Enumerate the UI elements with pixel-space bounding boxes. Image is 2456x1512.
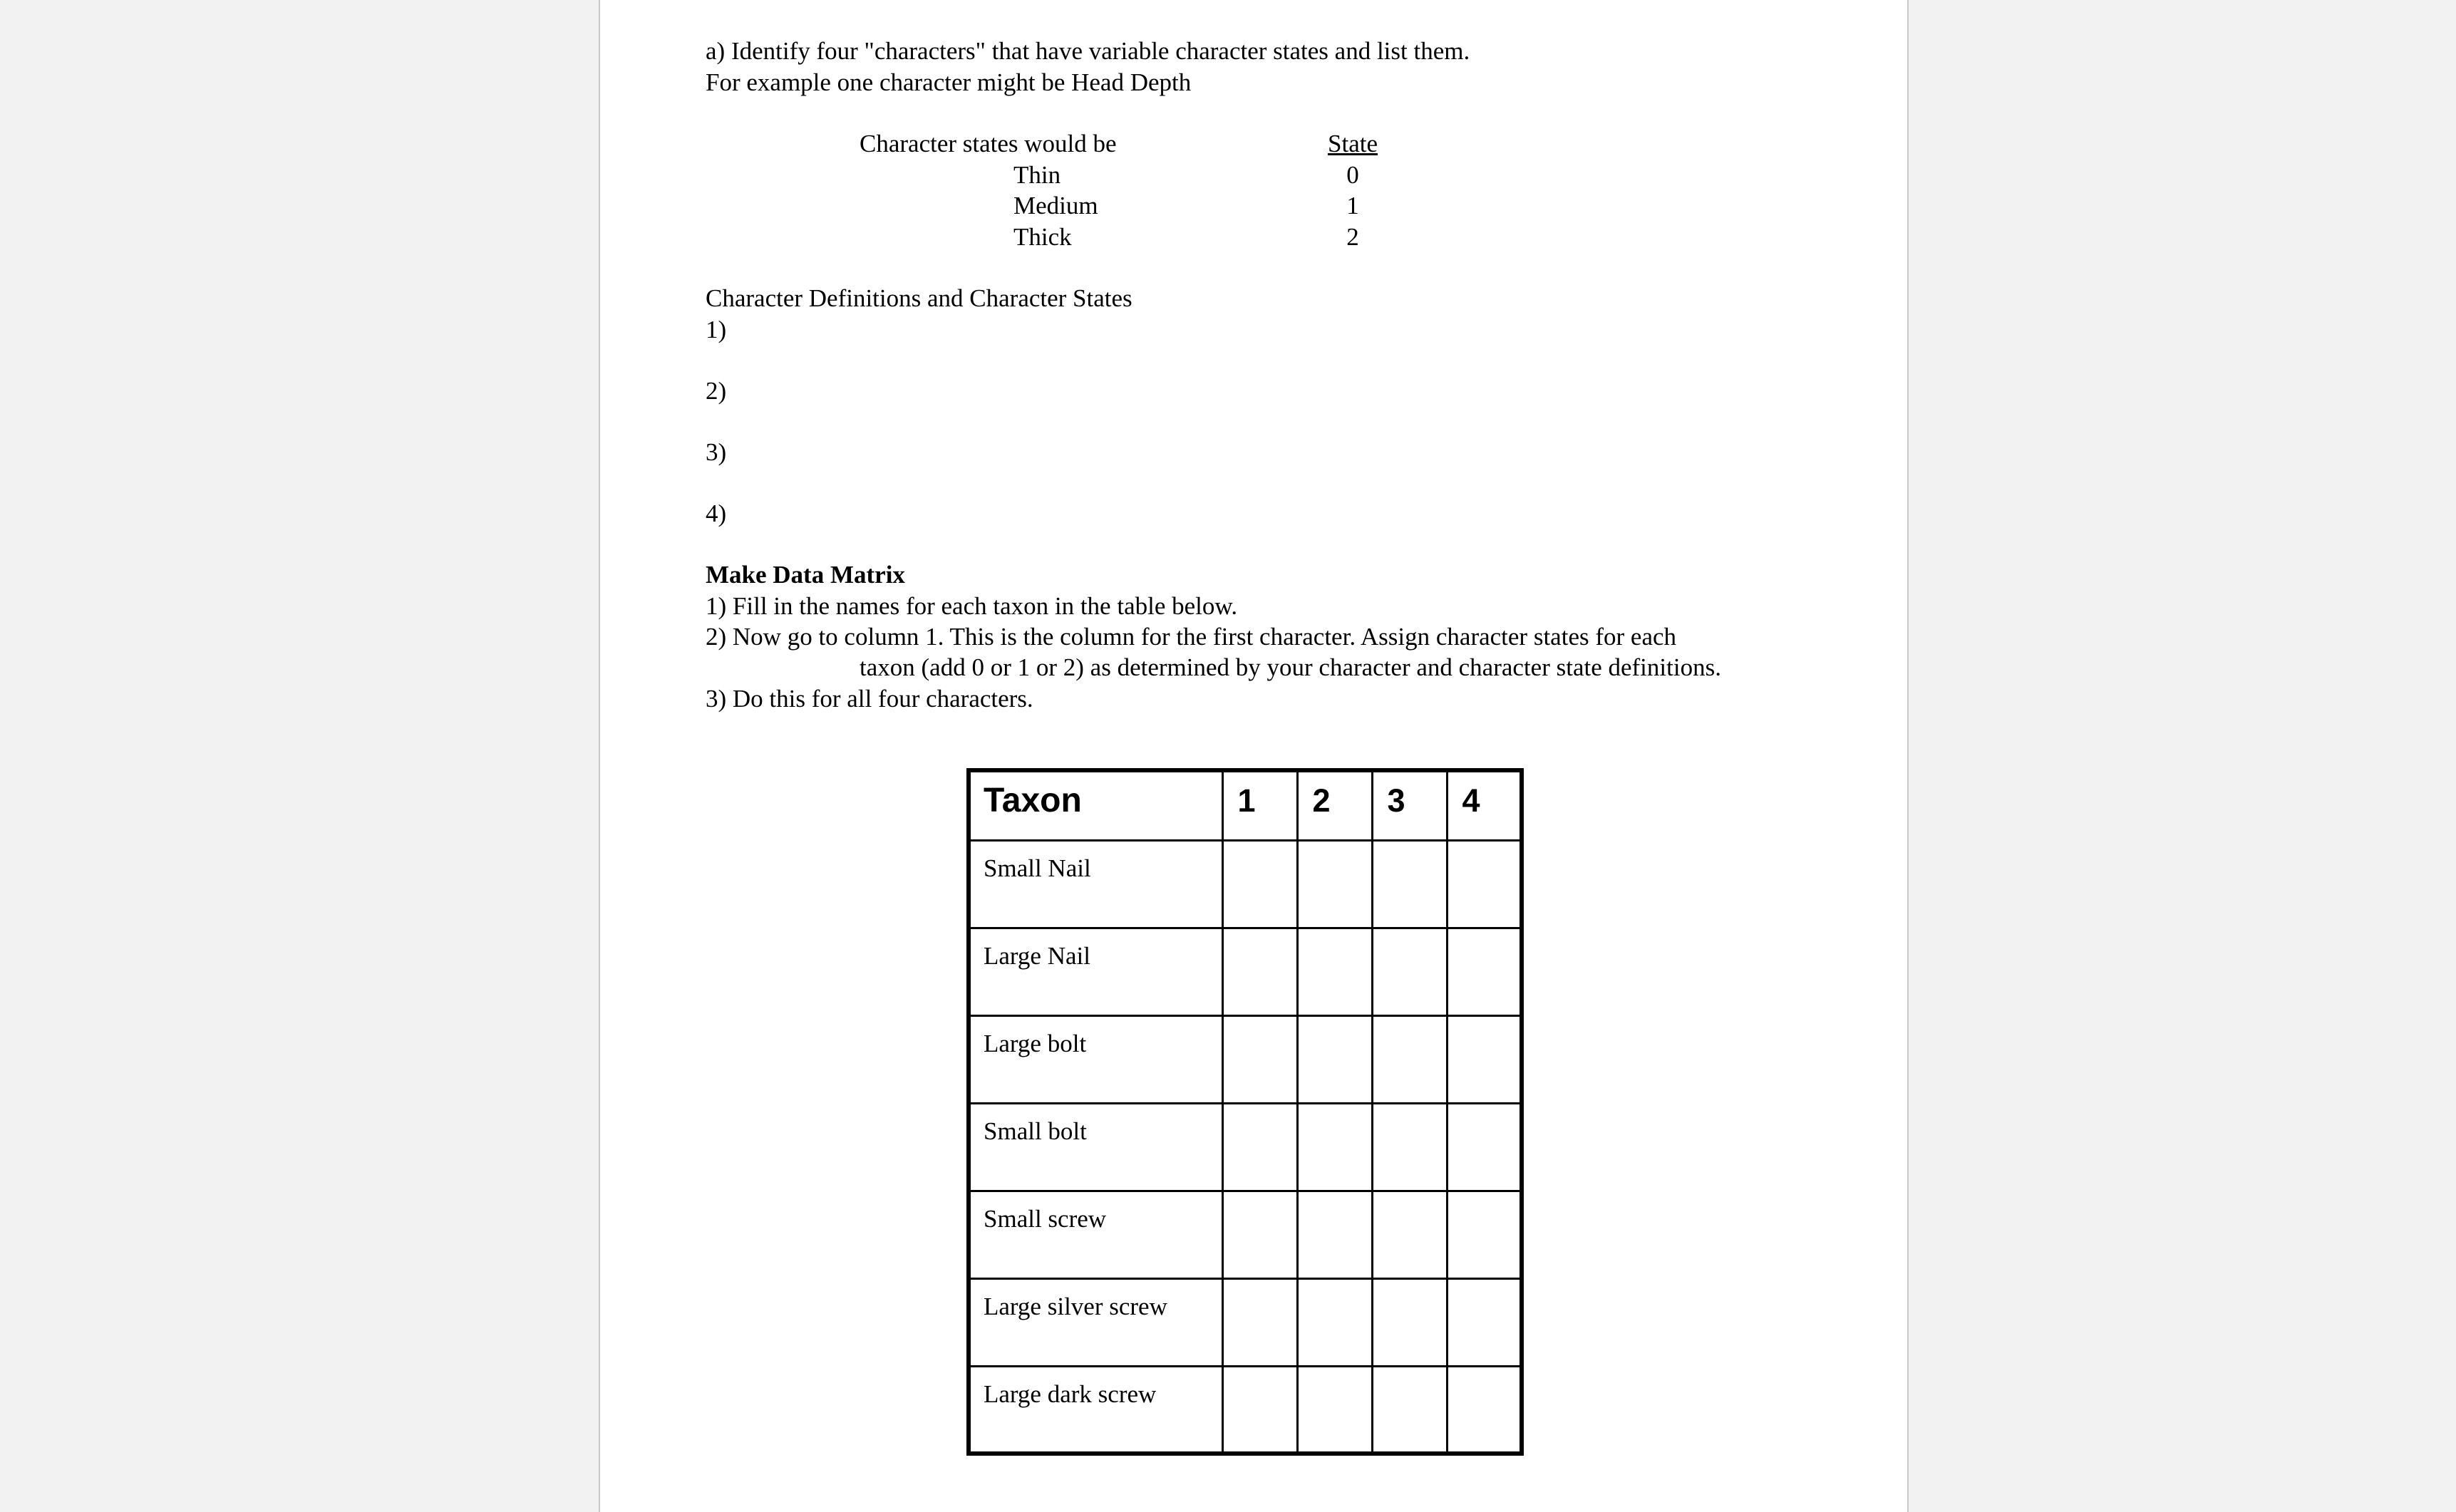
- matrix-step-1: 1) Fill in the names for each taxon in the table below.: [706, 592, 1238, 620]
- definition-item-2: 2): [706, 377, 727, 405]
- state-value-thin: 0: [1346, 161, 1359, 189]
- taxon-name: Large silver screw: [969, 1278, 1222, 1366]
- state-cell[interactable]: [1222, 1278, 1297, 1366]
- state-cell[interactable]: [1372, 1366, 1447, 1454]
- state-cell[interactable]: [1447, 1015, 1522, 1103]
- definitions-heading: Character Definitions and Character States: [706, 284, 1132, 312]
- state-cell[interactable]: [1222, 1103, 1297, 1191]
- table-row: [969, 1103, 1522, 1191]
- state-value-medium: 1: [1346, 192, 1359, 219]
- state-cell[interactable]: [1222, 1191, 1297, 1278]
- state-cell[interactable]: [1372, 840, 1447, 928]
- state-cell[interactable]: [1447, 1366, 1522, 1454]
- state-cell[interactable]: [1297, 928, 1372, 1015]
- taxon-name: Small screw: [969, 1191, 1222, 1278]
- table-row: [969, 928, 1522, 1015]
- definition-item-1: 1): [706, 316, 727, 343]
- state-name-thin: Thin: [1013, 161, 1061, 189]
- definition-item-3: 3): [706, 438, 727, 466]
- state-name-medium: Medium: [1013, 192, 1098, 219]
- state-cell[interactable]: [1372, 928, 1447, 1015]
- state-cell[interactable]: [1372, 1191, 1447, 1278]
- data-matrix-table: [966, 768, 1524, 1456]
- header-character-1: 1: [1222, 770, 1297, 840]
- state-cell[interactable]: [1297, 1103, 1372, 1191]
- matrix-step-3: 3) Do this for all four characters.: [706, 685, 1033, 713]
- table-row: [969, 1015, 1522, 1103]
- matrix-step-2b: taxon (add 0 or 1 or 2) as determined by your character and character state definitions.: [860, 653, 1721, 681]
- state-cell[interactable]: [1447, 1103, 1522, 1191]
- state-header: State: [1328, 130, 1378, 157]
- state-cell[interactable]: [1447, 840, 1522, 928]
- state-cell[interactable]: [1222, 928, 1297, 1015]
- state-cell[interactable]: [1297, 1278, 1372, 1366]
- state-cell[interactable]: [1222, 1015, 1297, 1103]
- example-label: Character states would be: [860, 130, 1117, 157]
- state-cell[interactable]: [1372, 1103, 1447, 1191]
- taxon-name: Large dark screw: [969, 1366, 1222, 1454]
- header-taxon: Taxon: [969, 770, 1222, 840]
- taxon-name: Small Nail: [969, 840, 1222, 928]
- matrix-step-2a: 2) Now go to column 1. This is the column for the first character. Assign character states for each: [706, 623, 1677, 651]
- table-row: [969, 1278, 1522, 1366]
- table-row: [969, 1191, 1522, 1278]
- definition-item-4: 4): [706, 499, 727, 527]
- state-cell[interactable]: [1297, 840, 1372, 928]
- document-page: [599, 0, 1909, 1512]
- matrix-heading: Make Data Matrix: [706, 561, 905, 589]
- header-character-4: 4: [1447, 770, 1522, 840]
- table-header-row: [969, 770, 1522, 840]
- state-cell[interactable]: [1447, 1278, 1522, 1366]
- intro-line-1: a) Identify four "characters" that have variable character states and list them.: [706, 37, 1470, 65]
- taxon-name: Large bolt: [969, 1015, 1222, 1103]
- state-cell[interactable]: [1372, 1278, 1447, 1366]
- state-cell[interactable]: [1297, 1366, 1372, 1454]
- header-character-2: 2: [1297, 770, 1372, 840]
- intro-line-2: For example one character might be Head Depth: [706, 68, 1192, 96]
- state-cell[interactable]: [1297, 1015, 1372, 1103]
- state-cell[interactable]: [1222, 840, 1297, 928]
- state-cell[interactable]: [1297, 1191, 1372, 1278]
- state-name-thick: Thick: [1013, 223, 1072, 251]
- state-cell[interactable]: [1447, 1191, 1522, 1278]
- taxon-name: Small bolt: [969, 1103, 1222, 1191]
- state-cell[interactable]: [1222, 1366, 1297, 1454]
- taxon-name: Large Nail: [969, 928, 1222, 1015]
- state-cell[interactable]: [1447, 928, 1522, 1015]
- state-value-thick: 2: [1346, 223, 1359, 251]
- header-character-3: 3: [1372, 770, 1447, 840]
- state-cell[interactable]: [1372, 1015, 1447, 1103]
- table-row: [969, 1366, 1522, 1454]
- table-row: [969, 840, 1522, 928]
